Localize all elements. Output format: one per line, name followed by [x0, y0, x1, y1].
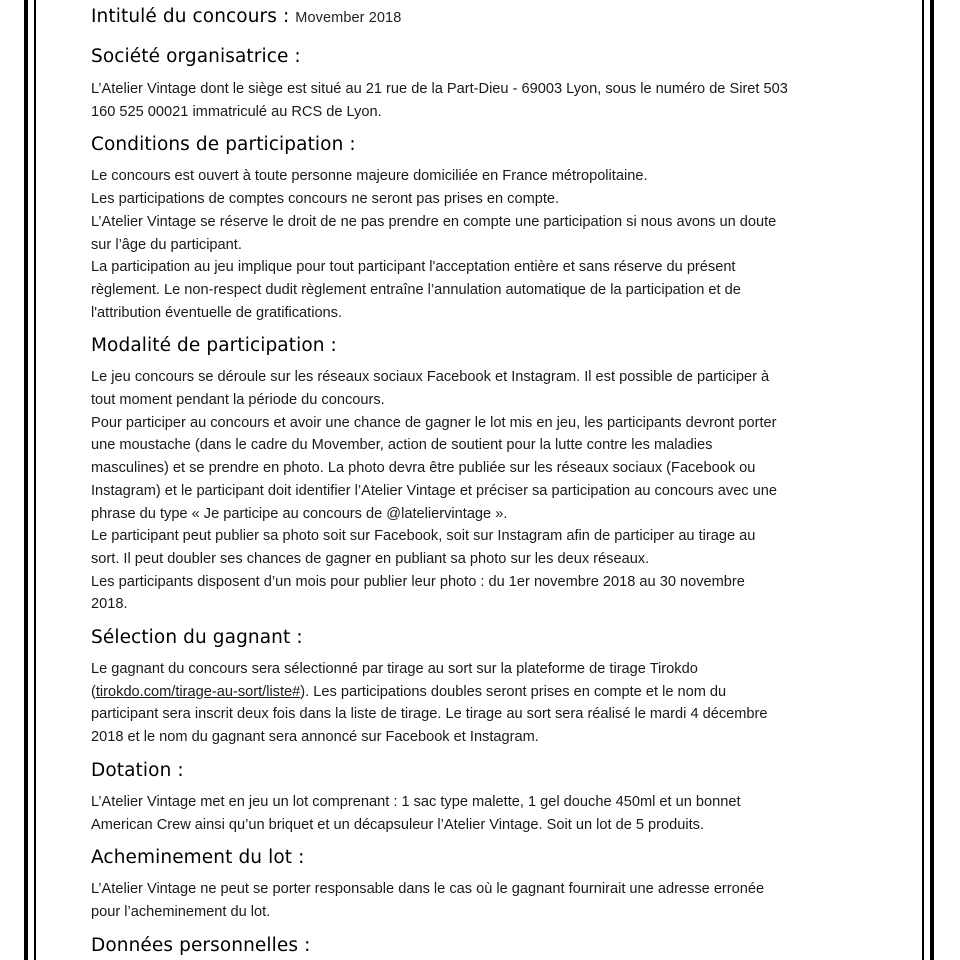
- organizer-line: L’Atelier Vintage dont le siège est situé au 21 rue de la Part-Dieu - 69003 Lyon, sous le numéro de Siret 503: [91, 81, 788, 97]
- delivery-line: L’Atelier Vintage ne peut se porter responsable dans le cas où le gagnant fournirait une adresse erronée: [91, 881, 765, 898]
- winner-line: Le gagnant du concours sera sélectionné par tirage au sort sur la plateforme de tirage Tirokdo: [91, 661, 698, 678]
- contest-title-value: Movember 2018: [295, 10, 402, 26]
- conditions-line: Le concours est ouvert à toute personne majeure domiciliée en France métropolitaine.: [91, 168, 648, 185]
- conditions-line: Les participations de comptes concours ne seront pas prises en compte.: [91, 191, 560, 208]
- section-delivery: [91, 846, 881, 923]
- prize-line: L’Atelier Vintage met en jeu un lot comprenant : 1 sac type malette, 1 gel douche 450ml et un bonnet: [91, 793, 741, 810]
- modalities-line: Le jeu concours se déroule sur les réseaux sociaux Facebook et Instagram. Il est possible de participer à: [91, 369, 770, 386]
- winner-line: [91, 681, 881, 704]
- prize-heading: Dotation :: [91, 759, 184, 781]
- conditions-line: règlement. Le non-respect dudit règlement entraîne l’annulation automatique de la participation et de: [91, 281, 741, 298]
- section-personal-data: [91, 934, 881, 958]
- section-conditions: [91, 133, 881, 324]
- modalities-line: masculines) et se prendre en photo. La photo devra être publiée sur les réseaux sociaux (Facebook ou: [91, 460, 756, 477]
- delivery-heading: Acheminement du lot :: [91, 847, 305, 869]
- modalities-line: Instagram) et le participant doit identifier l’Atelier Vintage et préciser sa participation au concours avec une: [91, 482, 778, 499]
- border-right-inner: [922, 0, 924, 960]
- winner-paren-open: (: [91, 683, 96, 700]
- border-left-inner: [34, 0, 36, 960]
- modalities-line: Les participants disposent d’un mois pour publier leur photo : du 1er novembre 2018 au 30 novembre: [91, 573, 745, 590]
- modalities-line: phrase du type « Je participe au concours de @lateliervintage ».: [91, 505, 508, 522]
- winner-line-rest: ). Les participations doubles seront prises en compte et le nom du: [300, 683, 727, 700]
- modalities-line: Pour participer au concours et avoir une chance de gagner le lot mis en jeu, les participants devront porter: [91, 414, 777, 431]
- section-modalities: [91, 334, 881, 616]
- section-winner: [91, 626, 881, 749]
- contest-title-heading: [91, 5, 881, 30]
- section-organizer: [91, 45, 881, 123]
- border-right-outer: [930, 0, 934, 960]
- conditions-line: L’Atelier Vintage se réserve le droit de ne pas prendre en compte une participation si nous avons un doute: [91, 213, 777, 230]
- delivery-line: pour l’acheminement du lot.: [91, 903, 271, 920]
- conditions-line: sur l’âge du participant.: [91, 236, 242, 253]
- modalities-heading: Modalité de participation :: [91, 335, 337, 357]
- section-contest-title: [91, 0, 881, 30]
- prize-line: American Crew ainsi qu’un briquet et un décapsuleur l’Atelier Vintage. Soit un lot de 5 produits.: [91, 816, 705, 833]
- modalities-line: sort. Il peut doubler ses chances de gagner en publiant sa photo sur les deux réseaux.: [91, 550, 650, 567]
- winner-line: 2018 et le nom du gagnant sera annoncé sur Facebook et Instagram.: [91, 729, 539, 746]
- section-prize: [91, 759, 881, 836]
- winner-line: participant sera inscrit deux fois dans la liste de tirage. Le tirage au sort sera réalisé le mardi 4 décembre: [91, 706, 768, 723]
- border-left-outer: [24, 0, 28, 960]
- tirokdo-link[interactable]: tirokdo.com/tirage-au-sort/liste#: [95, 683, 301, 700]
- modalities-line: tout moment pendant la période du concours.: [91, 392, 385, 409]
- conditions-line: La participation au jeu implique pour tout participant l'acceptation entière et sans réserve du présent: [91, 259, 736, 276]
- modalities-line: une moustache (dans le cadre du Movember, action de soutient pour la lutte contre les maladies: [91, 437, 713, 454]
- conditions-heading: Conditions de participation :: [91, 134, 356, 156]
- organizer-line: 160 525 00021 immatriculé au RCS de Lyon.: [91, 103, 382, 120]
- conditions-line: l'attribution éventuelle de gratifications.: [91, 304, 343, 321]
- contest-title-label: Intitulé du concours :: [91, 6, 290, 27]
- document-content: [91, 0, 881, 958]
- modalities-line: Le participant peut publier sa photo soit sur Facebook, soit sur Instagram afin de participer au tirage au: [91, 528, 756, 545]
- winner-heading: Sélection du gagnant :: [91, 627, 303, 649]
- modalities-line: 2018.: [91, 596, 128, 613]
- organizer-heading: Société organisatrice :: [91, 46, 301, 67]
- personal-data-heading: Données personnelles :: [91, 934, 311, 956]
